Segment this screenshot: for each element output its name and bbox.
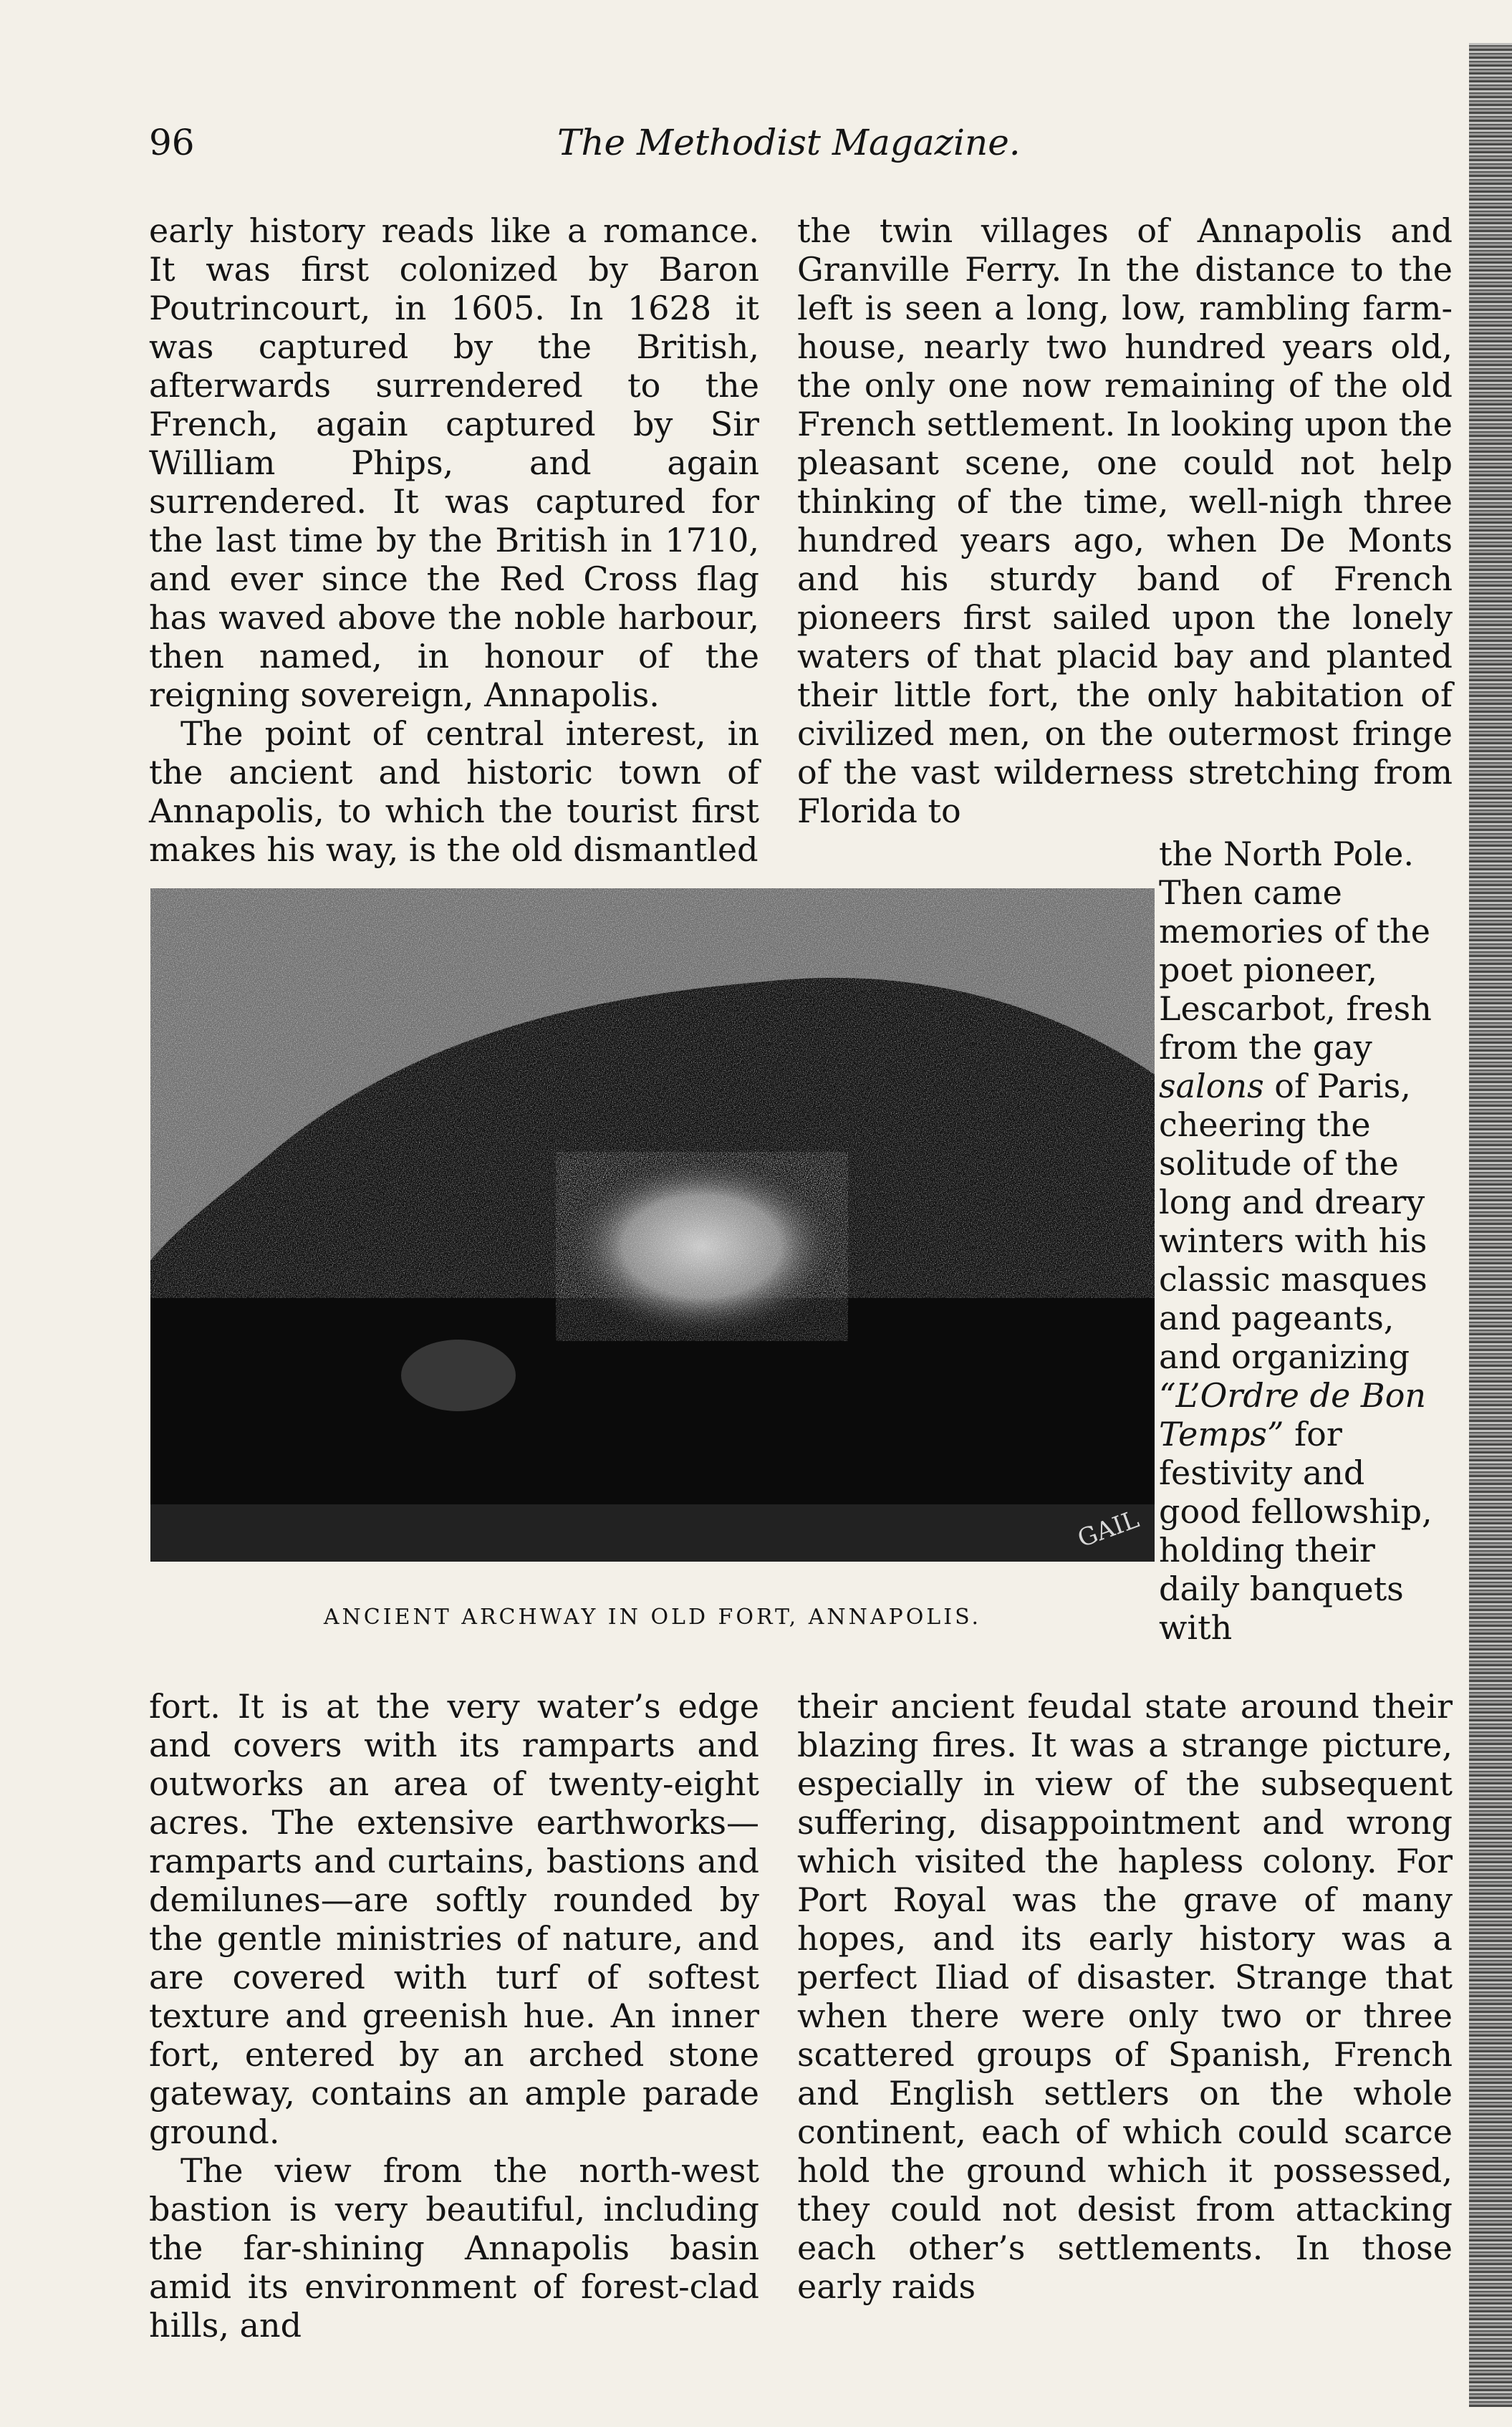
paragraph: The point of central interest, in the ancient and historic town of Annapolis, to which the tourist first makes his way, is the old dismantled: [149, 714, 759, 869]
figure-caption: ANCIENT ARCHWAY IN OLD FORT, ANNAPOLIS.: [323, 1605, 982, 1630]
emphasis-ordre: “L’Ordre de Bon Temps”: [1159, 1376, 1427, 1453]
page-number: 96: [149, 122, 195, 163]
engraving-illustration: [150, 888, 1155, 1562]
narrow-column-beside-figure: [1159, 835, 1453, 1647]
running-title: The Methodist Magazine.: [557, 122, 1021, 163]
archway-photograph: [150, 888, 1155, 1562]
page-edge-scan-artifact: [1469, 43, 1512, 2407]
paragraph: fort. It is at the very water’s edge and covers with its ramparts and outworks an area of twenty-eight acres. The extensive earthworks—ramparts and curtains, bastions and demilunes—are softly rounded by the gentle ministries of nature, and are covered with turf of softest texture and greenish hue. An inner fort, entered by an arched stone gateway, contains an ample parade ground.: [149, 1687, 759, 2151]
paragraph: early history reads like a romance. It was first colonized by Baron Poutrincourt, in 1605. In 1628 it was captured by the British, afterwards surrendered to the French, again captured by Sir William Phips, and again surrendered. It was captured for the last time by the British in 1710, and ever since the Red Cross flag has waved above the noble harbour, then named, in honour of the reigning sovereign, Annapolis.: [149, 211, 759, 714]
paragraph: the North Pole. Then came memories of the poet pioneer, Lescarbot, fresh from the gay salons of Paris, cheering the solitude of the long and dreary winters with his classic masques and pageants, and organizing “L’Ordre de Bon Temps” for festivity and good fellowship, holding their daily banquets with: [1159, 835, 1432, 1647]
paragraph: their ancient feudal state around their blazing fires. It was a strange picture, especially in view of the subsequent suffering, disappointment and wrong which visited the hapless colony. For Port Royal was the grave of many hopes, and its early history was a perfect Iliad of disaster. Strange that when there were only two or three scattered groups of Spanish, French and English settlers on the whole continent, each of which could scarce hold the ground which it possessed, they could not desist from attacking each other’s settlements. In those early raids: [797, 1687, 1453, 2306]
right-column-top: [797, 211, 1453, 830]
paragraph: the twin villages of Annapolis and Granville Ferry. In the distance to the left is seen a long, low, rambling farm-house, nearly two hundred years old, the only one now remaining of the old French settlement. In looking upon the pleasant scene, one could not help thinking of the time, well-nigh three hundred years ago, when De Monts and his sturdy band of French pioneers first sailed upon the lonely waters of that placid bay and planted their little fort, the only habitation of civilized men, on the outermost fringe of the vast wilderness stretching from Florida to: [797, 211, 1453, 830]
paragraph: The view from the north-west bastion is very beautiful, including the far-shining Annapolis basin amid its environment of forest-clad hills, and: [149, 2151, 759, 2345]
emphasis-salons: salons: [1159, 1067, 1264, 1105]
engraver-signature: GAIL: [1074, 1504, 1143, 1554]
right-column-bottom: [797, 1687, 1453, 2306]
left-column-bottom: [149, 1687, 759, 2345]
left-column-top: [149, 211, 759, 869]
page-header: [149, 122, 1438, 179]
